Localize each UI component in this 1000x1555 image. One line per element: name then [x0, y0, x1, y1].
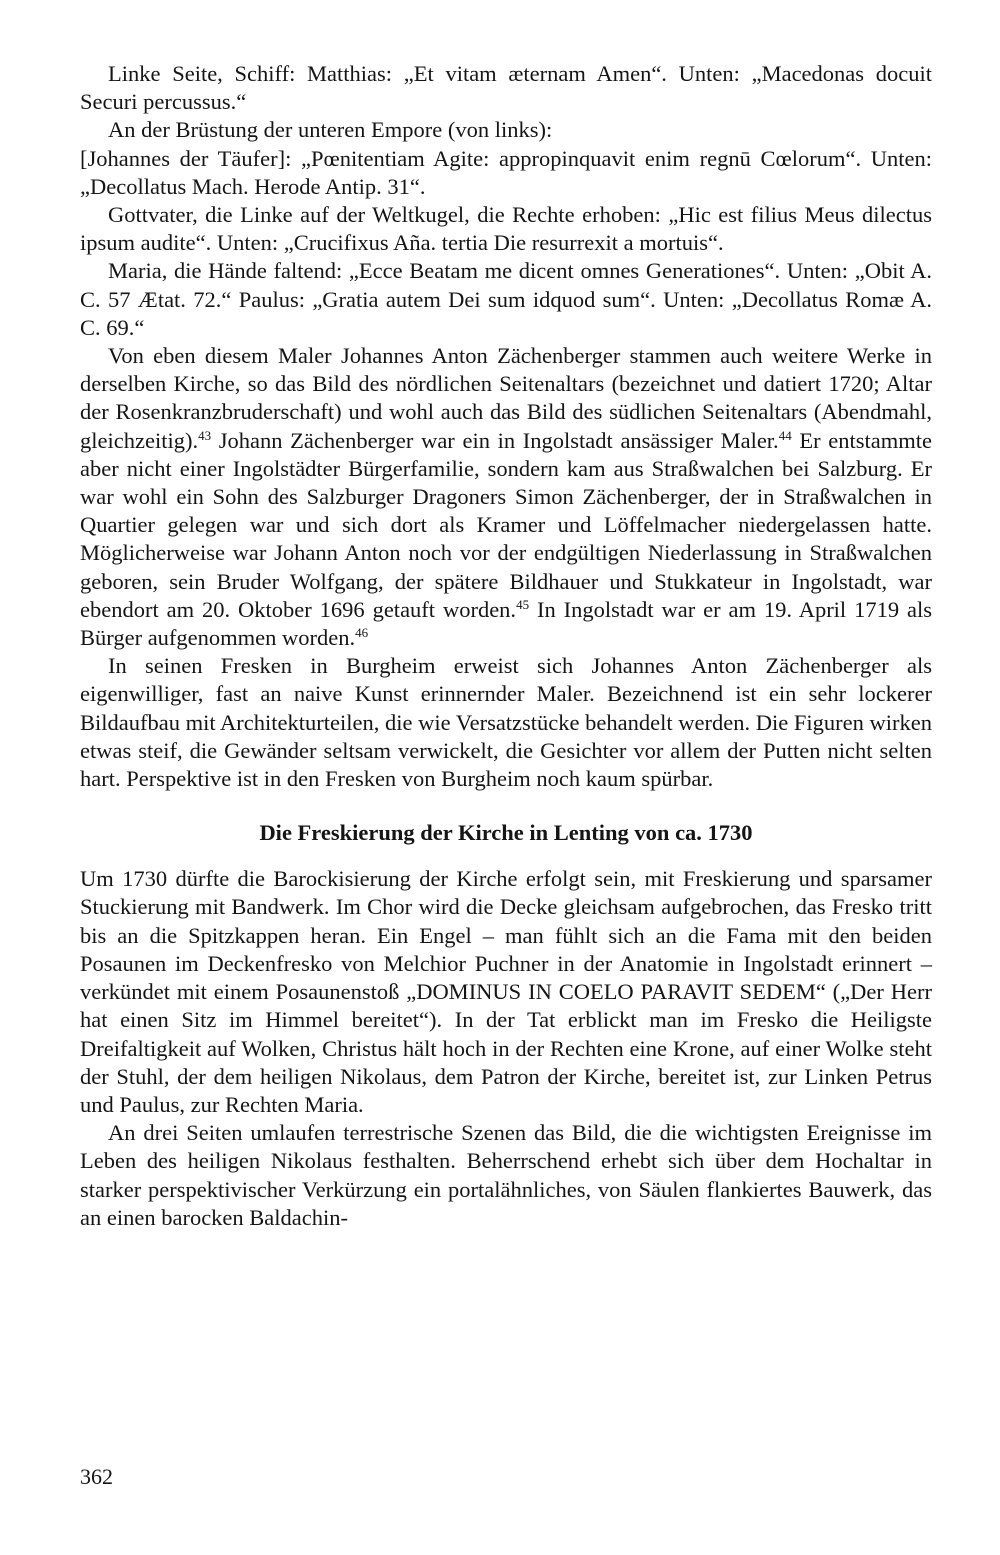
paragraph-johannes: [Johannes der Täufer]: „Pœnitentiam Agite: appropinquavit enim regnū Cœlorum“. Unten: „Decollatus Mach. Herode Antip. 31“. — [80, 145, 932, 199]
paragraph-zaechenberger — [80, 342, 932, 652]
text-segment: Johann Zächenberger war ein in Ingolstadt ansässiger Maler. — [211, 427, 779, 453]
paragraph-matthias: Linke Seite, Schiff: Matthias: „Et vitam æternam Amen“. Unten: „Macedonas docuit Securi percussus.“ — [80, 61, 932, 115]
text-segment: Von eben diesem Maler Johannes Anton Zächenberger stammen auch weitere Werke in derselben Kirche, so das Bild des nördlichen Seitenaltars (bezeichnet und datiert 1720; Altar der Rosenkranzbruderschaft) und wohl auch das Bild des südlichen Seitenaltars (Abendmahl, gleichzeitig). — [80, 343, 932, 453]
paragraph-nikolaus-szenen: An drei Seiten umlaufen terrestrische Szenen das Bild, die die wichtigsten Ereignisse im Leben des heiligen Nikolaus festhalten. Beherrschend erhebt sich über dem Hochaltar in starker perspektivischer Verkürzung ein portalähnliches, von Säulen flankiertes Bauwerk, das an einen barocken Baldachin- — [80, 1120, 932, 1230]
footnote-ref: 43 — [198, 427, 212, 443]
paragraph-gottvater: Gottvater, die Linke auf der Weltkugel, die Rechte erhoben: „Hic est filius Meus dilectus ipsum audite“. Unten: „Crucifixus Aña. tertia Die resurrexit a mortuis“. — [80, 202, 932, 256]
footnote-ref: 46 — [355, 625, 369, 641]
text-segment: Er entstammte aber nicht einer Ingolstädter Bürgerfamilie, sondern kam aus Straßwalchen bei Salzburg. Er war wohl ein Sohn des Salzburger Dragoners Simon Zächenberger, der in Straßwalchen in Quartier gelegen war und sich dort als Kramer und Löffelmacher niedergelassen hatte. Möglicherweise war Johann Anton noch vor der endgültigen Niederlassung in Straßwalchen geboren, sein Bruder Wolfgang, der spätere Bildhauer und Stukkateur in Ingolstadt, war ebendort am 20. Oktober 1696 getauft worden. — [80, 427, 932, 622]
paragraph-burgheim-fresken: In seinen Fresken in Burgheim erweist sich Johannes Anton Zächenberger als eigenwilliger, fast an naive Kunst erinnernder Maler. Bezeichnend ist ein sehr lockerer Bildaufbau mit Architekturteilen, die wie Versatzstücke behandelt werden. Die Figuren wirken etwas steif, die Gewänder seltsam verwickelt, die Gesichter vor allem der Putten nicht selten hart. Perspektive ist in den Fresken von Burgheim noch kaum spürbar. — [80, 653, 932, 792]
section-heading: Die Freskierung der Kirche in Lenting von ca. 1730 — [259, 820, 753, 846]
page-number: 362 — [80, 1464, 113, 1489]
page-body — [80, 60, 932, 1232]
paragraph-empore: An der Brüstung der unteren Empore (von links): — [108, 117, 553, 143]
text-segment: In Ingolstadt war er am 19. April 1719 als Bürger aufgenommen worden. — [80, 596, 932, 651]
paragraph-barockisierung: Um 1730 dürfte die Barockisierung der Kirche erfolgt sein, mit Freskierung und sparsamer Stuckierung mit Bandwerk. Im Chor wird die Decke gleichsam aufgebrochen, das Fresko tritt bis an die Spitzkappen heran. Ein Engel – man fühlt sich an die Fama mit den beiden Posaunen im Deckenfresko von Melchior Puchner in der Anatomie in Ingolstadt erinnert – verkündet mit einem Posaunenstoß „DOMINUS IN COELO PARAVIT SEDEM“ („Der Herr hat einen Sitz im Himmel bereitet“). In der Tat erblickt man im Fresko die Heiligste Dreifaltigkeit auf Wolken, Christus hält hoch in der Rechten eine Krone, auf einer Wolke steht der Stuhl, der dem heiligen Nikolaus, dem Patron der Kirche, bereitet ist, zur Linken Petrus und Paulus, zur Rechten Maria. — [80, 866, 932, 1117]
footnote-ref: 45 — [516, 596, 530, 612]
footnote-ref: 44 — [778, 427, 792, 443]
paragraph-maria: Maria, die Hände faltend: „Ecce Beatam me dicent omnes Generationes“. Unten: „Obit A. C. 57 Ætat. 72.“ Paulus: „Gratia autem Dei sum idquod sum“. Unten: „Decollatus Romæ A. C. 69.“ — [80, 258, 932, 340]
